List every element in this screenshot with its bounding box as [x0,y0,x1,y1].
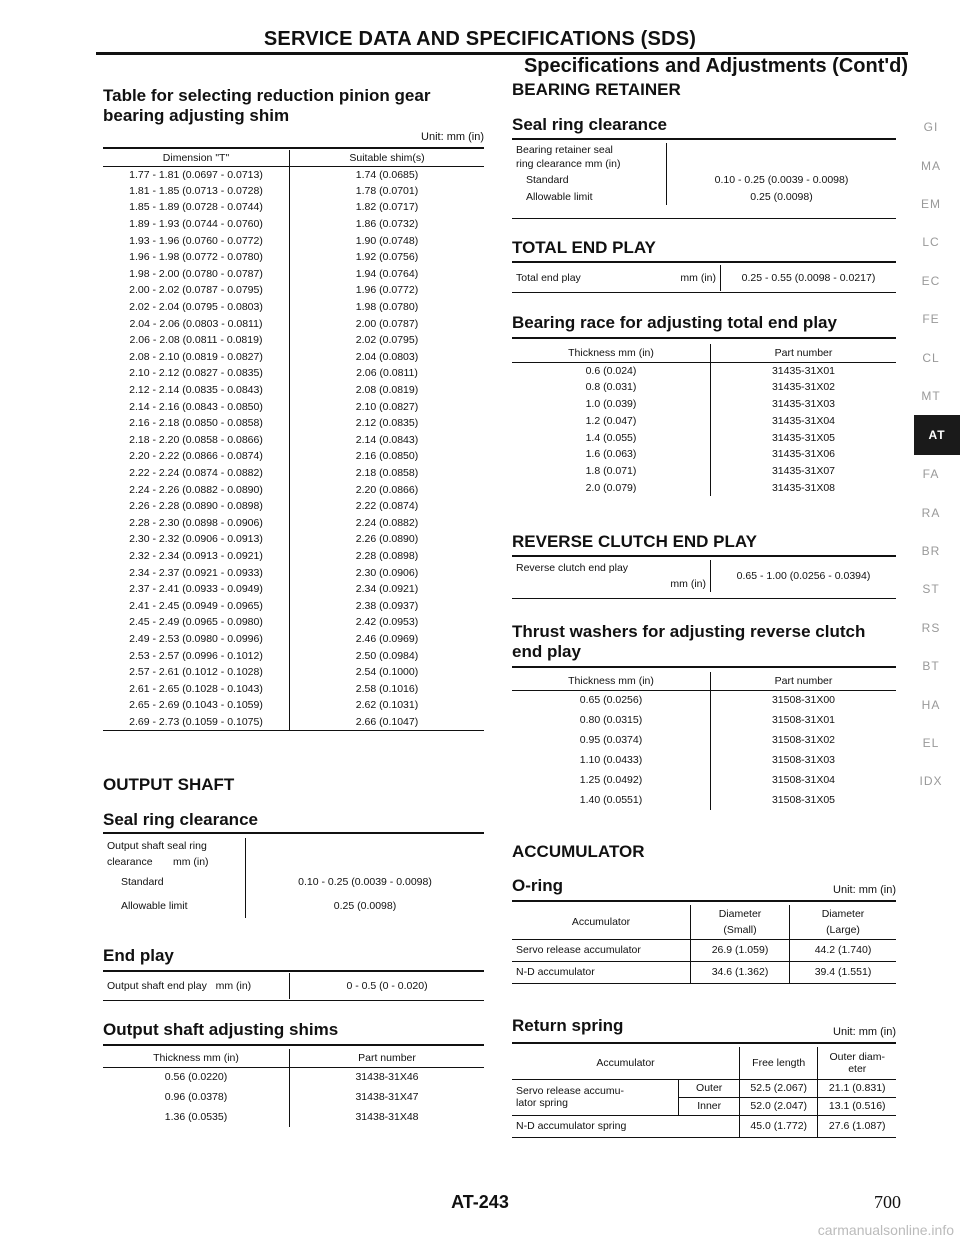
pinion-cell: 2.08 - 2.10 (0.0819 - 0.0827) [103,349,290,366]
servo-spring-label-1: Servo release accumu- [516,1085,624,1097]
pinion-cell: 2.26 - 2.28 (0.0890 - 0.0898) [103,498,290,515]
pinion-row [103,415,484,432]
pinion-cell: 2.37 - 2.41 (0.0933 - 0.0949) [103,581,290,598]
thrust-washers-title-2: end play [512,642,581,661]
oring-cell: 26.9 (1.059) [691,939,790,961]
spring-col-accumulator: Accumulator [512,1047,739,1079]
return-spring-title: Return spring [512,1016,624,1035]
page-header: SERVICE DATA AND SPECIFICATIONS (SDS) [263,28,697,50]
pinion-cell: 2.24 (0.0882) [355,516,419,529]
output-shims-cell: 31438-31X46 [355,1071,419,1084]
bearing-retainer-bottom-rule [512,218,896,219]
oring-rule [512,900,896,902]
pinion-cell: 2.54 (0.1000) [355,666,419,679]
end-play-bottom-rule [103,1000,484,1001]
reverse-clutch-table [512,560,896,592]
bearing-race-cell: 0.6 (0.024) [512,362,711,379]
pinion-cell: 2.14 (0.0843) [355,433,419,446]
pinion-row [103,680,484,697]
reverse-clutch-unit: mm (in) [512,576,711,592]
total-end-play-table [512,265,896,291]
pinion-cell: 1.78 (0.0701) [355,184,419,197]
tab-fe[interactable]: FE [922,312,940,327]
pinion-row [103,183,484,200]
bearing-race-cell: 2.0 (0.079) [512,480,711,497]
pinion-cell: 2.12 - 2.14 (0.0835 - 0.0843) [103,382,290,399]
pinion-cell: 1.85 - 1.89 (0.0728 - 0.0744) [103,199,290,216]
bearing-race-cell: 31435-31X02 [771,381,836,394]
thrust-cell: 1.10 (0.0433) [512,750,711,770]
pinion-row [103,581,484,598]
oring-cell: Servo release accumulator [512,939,691,961]
tab-ra[interactable]: RA [921,505,941,520]
oring-row [512,961,896,983]
output-seal-unit: mm (in) [172,856,209,868]
reverse-clutch-rule [512,555,896,557]
pinion-cell: 1.90 (0.0748) [355,234,419,247]
pinion-row [103,614,484,631]
pinion-row [103,249,484,266]
pinion-row [103,631,484,648]
thrust-row [512,770,896,790]
end-play-label: Output shaft end play [107,980,207,992]
pinion-cell: 2.38 (0.0937) [355,599,419,612]
bearing-retainer-standard-label: Standard [512,171,667,188]
tab-rs[interactable]: RS [921,620,941,635]
pinion-cell: 2.30 (0.0906) [355,566,419,579]
oring-col-large-2: (Large) [790,922,897,939]
end-play-table [103,973,484,999]
bearing-retainer-label-1: Bearing retainer seal [512,143,667,157]
thrust-washers-table [512,672,896,810]
pinion-row [103,597,484,614]
nd-free-length: 45.0 (1.772) [739,1115,817,1137]
pinion-cell: 2.28 (0.0898) [355,549,419,562]
thrust-cell: 31508-31X01 [771,714,836,726]
pinion-cell: 2.69 - 2.73 (0.1059 - 0.1075) [103,714,290,731]
thrust-washers-title-1: Thrust washers for adjusting reverse clutch [512,622,866,641]
spring-col-outer-2: eter [848,1062,867,1075]
output-shims-row [103,1067,484,1087]
spring-col-free-length: Free length [739,1047,817,1079]
pinion-cell: 1.98 (0.0780) [355,301,419,314]
pinion-cell: 1.77 - 1.81 (0.0697 - 0.0713) [103,166,290,183]
oring-col-large-1: Diameter [821,907,865,920]
pinion-row [103,465,484,482]
nd-diameter: 27.6 (1.087) [818,1115,896,1137]
pinion-row [103,216,484,233]
output-shims-cell: 0.96 (0.0378) [103,1087,290,1107]
reverse-clutch-bottom-rule [512,598,896,599]
tab-bt[interactable]: BT [922,659,940,674]
output-shims-col-thickness: Thickness mm (in) [103,1049,290,1067]
bearing-race-cell: 31435-31X08 [771,481,836,494]
end-play-rule [103,970,484,972]
oring-table [512,905,896,984]
pinion-row [103,697,484,714]
bearing-retainer-standard-value: 0.10 - 0.25 (0.0039 - 0.0098) [714,173,849,186]
pinion-col-dimension: Dimension "T" [103,150,290,166]
output-seal-standard-label: Standard [103,870,246,894]
pinion-cell: 2.22 (0.0874) [355,500,419,513]
oring-cell: N-D accumulator [512,961,691,983]
pinion-row [103,282,484,299]
tab-mt[interactable]: MT [921,388,941,403]
pinion-cell: 2.53 - 2.57 (0.0996 - 0.1012) [103,647,290,664]
output-shims-row [103,1107,484,1127]
pinion-cell: 2.02 - 2.04 (0.0795 - 0.0803) [103,299,290,316]
output-shims-cell: 0.56 (0.0220) [103,1067,290,1087]
return-spring-rule [512,1042,896,1044]
tab-ec[interactable]: EC [921,273,941,288]
pinion-table-title-1: Table for selecting reduction pinion gear [103,86,431,105]
end-play-value: 0 - 0.5 (0 - 0.020) [346,980,428,992]
pinion-row [103,664,484,681]
thrust-cell: 31508-31X04 [771,774,836,786]
pinion-row [103,714,484,731]
pinion-row [103,166,484,183]
bearing-race-cell: 1.8 (0.071) [512,463,711,480]
pinion-row [103,299,484,316]
pinion-cell: 2.61 - 2.65 (0.1028 - 0.1043) [103,680,290,697]
return-spring-table [512,1047,896,1138]
output-seal-allowable-label: Allowable limit [103,894,246,918]
bearing-retainer-title: BEARING RETAINER [512,80,681,99]
pinion-row [103,514,484,531]
bearing-race-row [512,429,896,446]
tab-lc[interactable]: LC [922,235,940,250]
section-tabs [902,108,960,801]
bearing-race-table [512,344,896,496]
thrust-row [512,690,896,710]
pinion-cell: 2.08 (0.0819) [355,384,419,397]
page-code: AT-243 [451,1192,509,1212]
pinion-cell: 2.00 - 2.02 (0.0787 - 0.0795) [103,282,290,299]
total-end-play-unit: mm (in) [680,272,716,284]
oring-row [512,939,896,961]
thrust-cell: 0.80 (0.0315) [512,710,711,730]
pinion-cell: 2.50 (0.0984) [355,649,419,662]
thrust-row [512,750,896,770]
pinion-cell: 1.98 - 2.00 (0.0780 - 0.0787) [103,266,290,283]
pinion-row [103,548,484,565]
pinion-cell: 2.12 (0.0835) [355,417,419,430]
pinion-row [103,448,484,465]
end-play-unit: mm (in) [215,980,252,992]
tab-br[interactable]: BR [921,544,941,559]
bearing-retainer-rule [512,138,896,140]
thrust-cell: 1.25 (0.0492) [512,770,711,790]
pinion-cell: 2.16 (0.0850) [355,450,419,463]
nd-spring-label: N-D accumulator spring [512,1115,739,1137]
tab-cl[interactable]: CL [922,350,940,365]
output-seal-allowable-value: 0.25 (0.0098) [333,900,397,912]
page-number: 700 [874,1192,901,1212]
pinion-table-title-2: bearing adjusting shim [103,106,290,125]
pinion-row [103,531,484,548]
pinion-cell: 2.34 - 2.37 (0.0921 - 0.0933) [103,564,290,581]
thrust-cell: 0.65 (0.0256) [512,690,711,710]
bearing-race-row [512,396,896,413]
thrust-cell: 31508-31X00 [771,694,836,707]
output-shims-rule [103,1044,484,1046]
pinion-row [103,365,484,382]
total-end-play-value: 0.25 - 0.55 (0.0098 - 0.0217) [741,272,876,284]
pinion-row [103,199,484,216]
thrust-cell: 1.40 (0.0551) [512,790,711,810]
bearing-race-cell: 31435-31X05 [771,431,836,444]
bearing-retainer-allowable-label: Allowable limit [512,188,667,205]
inner-diameter: 13.1 (0.516) [818,1097,896,1115]
pinion-cell: 2.10 - 2.12 (0.0827 - 0.0835) [103,365,290,382]
watermark: carmanualsonline.info [817,1222,954,1238]
pinion-table [103,150,484,731]
pinion-cell: 2.00 (0.0787) [355,317,419,330]
thrust-washers-rule [512,666,896,668]
output-seal-table [103,838,484,918]
bearing-race-title: Bearing race for adjusting total end play [512,313,837,332]
pinion-cell: 2.65 - 2.69 (0.1043 - 0.1059) [103,697,290,714]
reverse-clutch-label: Reverse clutch end play [512,560,711,576]
pinion-cell: 1.92 (0.0756) [355,251,419,264]
pinion-row [103,481,484,498]
bearing-retainer-label-2: ring clearance mm (in) [512,157,667,171]
pinion-col-shim: Suitable shim(s) [290,150,485,166]
bearing-race-cell: 1.4 (0.055) [512,429,711,446]
bearing-race-col-thickness: Thickness mm (in) [512,344,711,362]
pinion-row [103,332,484,349]
accumulator-title: ACCUMULATOR [512,842,645,861]
thrust-cell: 31508-31X05 [771,794,836,806]
bearing-race-rule [512,337,896,339]
pinion-cell: 1.96 (0.0772) [355,284,419,297]
pinion-cell: 2.30 - 2.32 (0.0906 - 0.0913) [103,531,290,548]
pinion-cell: 2.18 - 2.20 (0.0858 - 0.0866) [103,432,290,449]
pinion-cell: 2.06 (0.0811) [356,367,418,380]
pinion-cell: 2.04 (0.0803) [355,350,419,363]
thrust-row [512,710,896,730]
pinion-row [103,232,484,249]
output-seal-rule [103,832,484,834]
output-shims-title: Output shaft adjusting shims [103,1020,339,1039]
pinion-cell: 1.86 (0.0732) [355,218,419,231]
pinion-cell: 2.24 - 2.26 (0.0882 - 0.0890) [103,481,290,498]
thrust-row [512,790,896,810]
tab-gi[interactable]: GI [923,120,939,135]
pinion-row [103,349,484,366]
pinion-cell: 1.96 - 1.98 (0.0772 - 0.0780) [103,249,290,266]
oring-col-small-2: (Small) [691,922,790,939]
bearing-retainer-seal-title: Seal ring clearance [512,115,667,134]
pinion-table-rule [103,147,484,149]
oring-cell: 39.4 (1.551) [790,961,897,983]
oring-cell: 44.2 (1.740) [790,939,897,961]
bearing-race-cell: 31435-31X01 [771,364,836,377]
pinion-cell: 1.81 - 1.85 (0.0713 - 0.0728) [103,183,290,200]
oring-unit: Unit: mm (in) [833,884,896,896]
output-shims-row [103,1087,484,1107]
output-seal-title: Seal ring clearance [103,810,258,829]
pinion-row [103,564,484,581]
reverse-clutch-title: REVERSE CLUTCH END PLAY [512,532,757,551]
bearing-race-row [512,446,896,463]
pinion-row [103,498,484,515]
pinion-cell: 2.28 - 2.30 (0.0898 - 0.0906) [103,514,290,531]
total-end-play-label: Total end play [516,272,581,284]
pinion-cell: 2.34 (0.0921) [355,583,419,596]
tab-ma[interactable]: MA [921,158,941,173]
outer-label: Outer [679,1079,740,1097]
pinion-cell: 1.74 (0.0685) [355,168,419,181]
page-subheader: Specifications and Adjustments (Cont'd) [523,55,908,77]
bearing-race-cell: 31435-31X03 [771,397,836,410]
pinion-cell: 2.20 - 2.22 (0.0866 - 0.0874) [103,448,290,465]
pinion-row [103,315,484,332]
tab-at[interactable]: AT [914,415,960,455]
reverse-clutch-value: 0.65 - 1.00 (0.0256 - 0.0394) [736,570,871,582]
bearing-race-cell: 1.6 (0.063) [512,446,711,463]
pinion-cell: 2.57 - 2.61 (0.1012 - 0.1028) [103,664,290,681]
bearing-race-row [512,362,896,379]
tab-ha[interactable]: HA [921,697,941,712]
return-spring-unit: Unit: mm (in) [833,1026,896,1038]
pinion-cell: 1.82 (0.0717) [355,201,419,214]
inner-free-length: 52.0 (2.047) [739,1097,817,1115]
pinion-cell: 1.94 (0.0764) [355,267,419,280]
pinion-cell: 2.45 - 2.49 (0.0965 - 0.0980) [103,614,290,631]
thrust-cell: 31508-31X03 [771,754,836,766]
pinion-cell: 2.46 (0.0969) [355,632,419,645]
bearing-race-cell: 1.2 (0.047) [512,412,711,429]
end-play-title: End play [103,946,174,965]
thrust-row [512,730,896,750]
pinion-table-unit: Unit: mm (in) [421,131,484,143]
tab-el[interactable]: EL [922,736,940,751]
bearing-race-cell: 31435-31X06 [771,448,836,461]
pinion-cell: 2.26 (0.0890) [355,533,419,546]
oring-col-small-1: Diameter [691,905,790,922]
bearing-race-cell: 1.0 (0.039) [512,396,711,413]
bearing-retainer-allowable-value: 0.25 (0.0098) [750,190,813,203]
oring-cell: 34.6 (1.362) [691,961,790,983]
output-shims-cell: 1.36 (0.0535) [103,1107,290,1127]
tab-st[interactable]: ST [922,582,940,597]
pinion-cell: 2.20 (0.0866) [355,483,419,496]
bearing-race-row [512,480,896,497]
pinion-cell: 2.58 (0.1016) [355,682,419,695]
pinion-row [103,432,484,449]
output-seal-standard-value: 0.10 - 0.25 (0.0039 - 0.0098) [298,876,432,888]
tab-em[interactable]: EM [921,196,941,211]
output-shims-table [103,1049,484,1127]
outer-diameter: 21.1 (0.831) [818,1079,896,1097]
thrust-col-part: Part number [711,672,897,690]
output-shaft-title: OUTPUT SHAFT [103,775,235,794]
pinion-row [103,398,484,415]
pinion-cell: 2.41 - 2.45 (0.0949 - 0.0965) [103,597,290,614]
pinion-cell: 2.66 (0.1047) [290,714,485,731]
thrust-col-thickness: Thickness mm (in) [512,672,711,690]
bearing-race-col-part: Part number [711,344,897,362]
oring-title: O-ring [512,876,563,895]
pinion-cell: 2.06 - 2.08 (0.0811 - 0.0819) [103,332,290,349]
pinion-cell: 2.22 - 2.24 (0.0874 - 0.0882) [103,465,290,482]
inner-label: Inner [679,1097,740,1115]
pinion-cell: 2.42 (0.0953) [355,616,419,629]
pinion-cell: 2.14 - 2.16 (0.0843 - 0.0850) [103,398,290,415]
tab-idx[interactable]: IDX [919,774,943,789]
output-seal-label-1: Output shaft seal ring [107,840,207,852]
tab-fa[interactable]: FA [922,467,940,482]
output-shims-cell: 31438-31X47 [355,1091,419,1103]
pinion-cell: 2.18 (0.0858) [355,466,419,479]
pinion-row [103,382,484,399]
oring-col-accumulator: Accumulator [512,905,691,939]
bearing-race-cell: 31435-31X04 [771,414,836,427]
pinion-cell: 2.49 - 2.53 (0.0980 - 0.0996) [103,631,290,648]
pinion-cell: 2.04 - 2.06 (0.0803 - 0.0811) [103,315,290,332]
output-shims-cell: 31438-31X48 [355,1111,419,1123]
pinion-row [103,647,484,664]
total-end-play-rule [512,261,896,263]
total-end-play-bottom-rule [512,292,896,293]
bearing-retainer-table [512,143,896,205]
thrust-cell: 31508-31X02 [771,734,836,746]
pinion-cell: 1.93 - 1.96 (0.0760 - 0.0772) [103,232,290,249]
outer-free-length: 52.5 (2.067) [739,1079,817,1097]
bearing-race-row [512,412,896,429]
bearing-race-row [512,463,896,480]
output-shims-col-part: Part number [290,1049,485,1067]
servo-spring-label-2: lator spring [516,1097,568,1109]
bearing-race-row [512,379,896,396]
output-seal-label-2: clearance [107,856,153,868]
pinion-cell: 2.62 (0.1031) [355,699,419,712]
pinion-cell: 1.89 - 1.93 (0.0744 - 0.0760) [103,216,290,233]
pinion-cell: 2.10 (0.0827) [355,400,419,413]
bearing-race-cell: 0.8 (0.031) [512,379,711,396]
bearing-race-cell: 31435-31X07 [771,465,836,478]
pinion-row [103,266,484,283]
spring-col-outer-1: Outer diam- [829,1050,885,1063]
pinion-cell: 2.32 - 2.34 (0.0913 - 0.0921) [103,548,290,565]
thrust-cell: 0.95 (0.0374) [512,730,711,750]
total-end-play-title: TOTAL END PLAY [512,238,656,257]
pinion-cell: 2.16 - 2.18 (0.0850 - 0.0858) [103,415,290,432]
pinion-cell: 2.02 (0.0795) [355,334,419,347]
